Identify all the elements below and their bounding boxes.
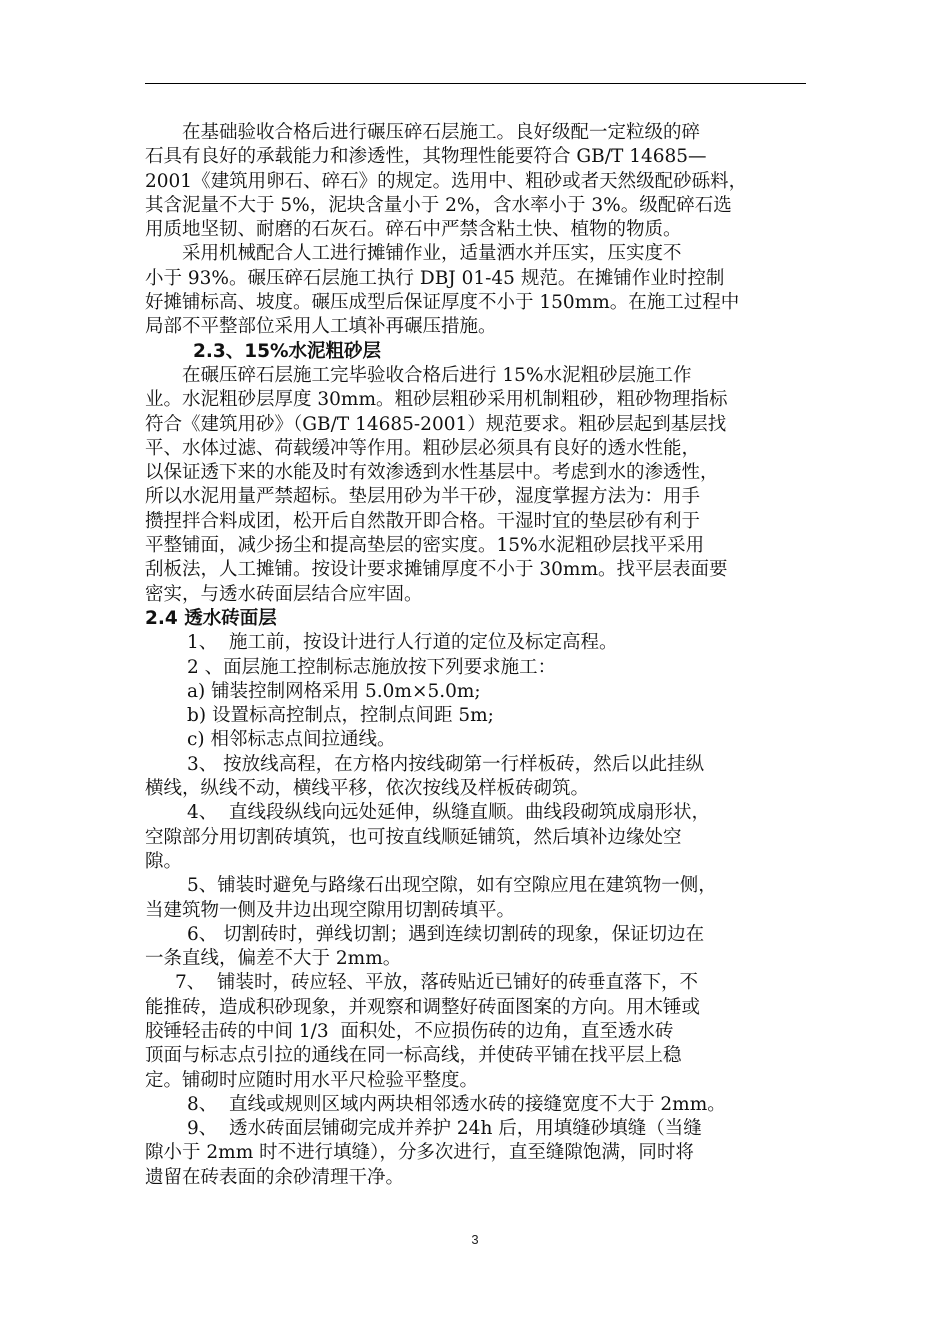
list-item-2c: c) 相邻标志点间拉通线。: [187, 729, 396, 751]
list-item-6: 6、 切割砖时，弹线切割；遇到连续切割砖的现象，保证切边在 一条直线，偏差不大于 2mm。: [145, 923, 705, 970]
section-heading-2-3: 2.3、15%水泥粗砂层: [193, 340, 382, 362]
list-item-5: 5、铺装时避免与路缘石出现空隙，如有空隙应甩在建筑物一侧， 当建筑物一侧及井边出现空隙用切割砖填平。: [145, 875, 717, 921]
paragraph-cement-sand-layer: 在碾压碎石层施工完毕验收合格后进行 15%水泥粗砂层施工作 业。水泥粗砂层厚度 30mm。粗砂层粗砂采用机制粗砂，粗砂物理指标 符合《建筑用砂》（GB/T 14685-2001）规范要求。粗砂层起到基层找 平、水体过滤、荷载缓冲等作用。粗砂层必须具有良好的透水性能， 以保证透下来的水能及时有效渗透到水性基层中。考虑到水的渗透性， 所以水泥用量严禁超标。垫层用砂为半干砂，湿度掌握方法为：用手 攒捏拌合料成团，松开后自然散开即合格。干湿时宜的垫层砂有利于 平整铺面，减少扬尘和提高垫层的密实度。15%水泥粗砂层找平采用 刮板法，人工摊铺。按设计要求摊铺厚度不小于 30mm。找平层表面要 密实，与透水砖面层结合应牢固。: [145, 364, 728, 605]
paragraph-base-acceptance: 在基础验收合格后进行碾压碎石层施工。良好级配一定粒级的碎 石具有良好的承载能力和渗透性，其物理性能要符合 GB/T 14685— 2001《建筑用卵石、碎石》的规定。选用中、粗砂或者天然级配砂砾料， 其含泥量不大于 5%，泥块含量小于 2%，含水率小于 3%。级配碎石选 用质地坚韧、耐磨的石灰石。碎石中严禁含粘土快、植物的物质。: [145, 122, 748, 241]
paragraph-mechanical-paving: 采用机械配合人工进行摊铺作业，适量洒水并压实，压实度不 小于 93%。碾压碎石层施工执行 DBJ 01-45 规范。在摊铺作业时控制 好摊铺标高、坡度。碾压成型后保证厚度不小于 150mm。在施工过程中 局部不平整部位采用人工填补再碾压措施。: [145, 243, 740, 338]
list-item-2: 2 、面层施工控制标志施放按下列要求施工：: [187, 656, 557, 678]
list-item-3: 3、 按放线高程，在方格内按线砌第一行样板砖，然后以此挂纵 横线，纵线不动，横线平移，依次按线及样板砖砌筑。: [145, 753, 705, 800]
header-rule: [145, 83, 806, 84]
document-body: [145, 121, 815, 1190]
list-item-9: 9、 透水砖面层铺砌完成并养护 24h 后，用填缝砂填缝（当缝 隙小于 2mm 时不进行填缝），分多次进行，直至缝隙饱满，同时将 遗留在砖表面的余砂清理干净。: [145, 1118, 702, 1188]
list-item-2a: a) 铺装控制网格采用 5.0m×5.0m;: [187, 680, 481, 702]
page-number: 3: [471, 1232, 479, 1247]
list-item-4: 4、 直线段纵线向远处延伸，纵缝直顺。曲线段砌筑成扇形状， 空隙部分用切割砖填筑，也可按直线顺延铺筑，然后填补边缘处空 隙。: [145, 802, 711, 872]
section-heading-2-4: 2.4 透水砖面层: [145, 607, 277, 629]
list-item-8: 8、 直线或规则区域内两块相邻透水砖的接缝宽度不大于 2mm。: [187, 1093, 726, 1115]
list-item-7: 7、 铺装时，砖应轻、平放，落砖贴近已铺好的砖垂直落下，不 能推砖，造成积砂现象，并观察和调整好砖面图案的方向。用木锤或 胶锤轻击砖的中间 1/3 面积处，不应损伤砖的边角，直至透水砖 顶面与标志点引拉的通线在同一标高线，并使砖平铺在找平层上稳 定。铺砌时应随时用水平尺检验平整度。: [145, 972, 701, 1091]
list-item-1: 1、 施工前，按设计进行人行道的定位及标定高程。: [187, 632, 618, 654]
list-item-2b: b) 设置标高控制点，控制点间距 5m;: [187, 705, 494, 727]
